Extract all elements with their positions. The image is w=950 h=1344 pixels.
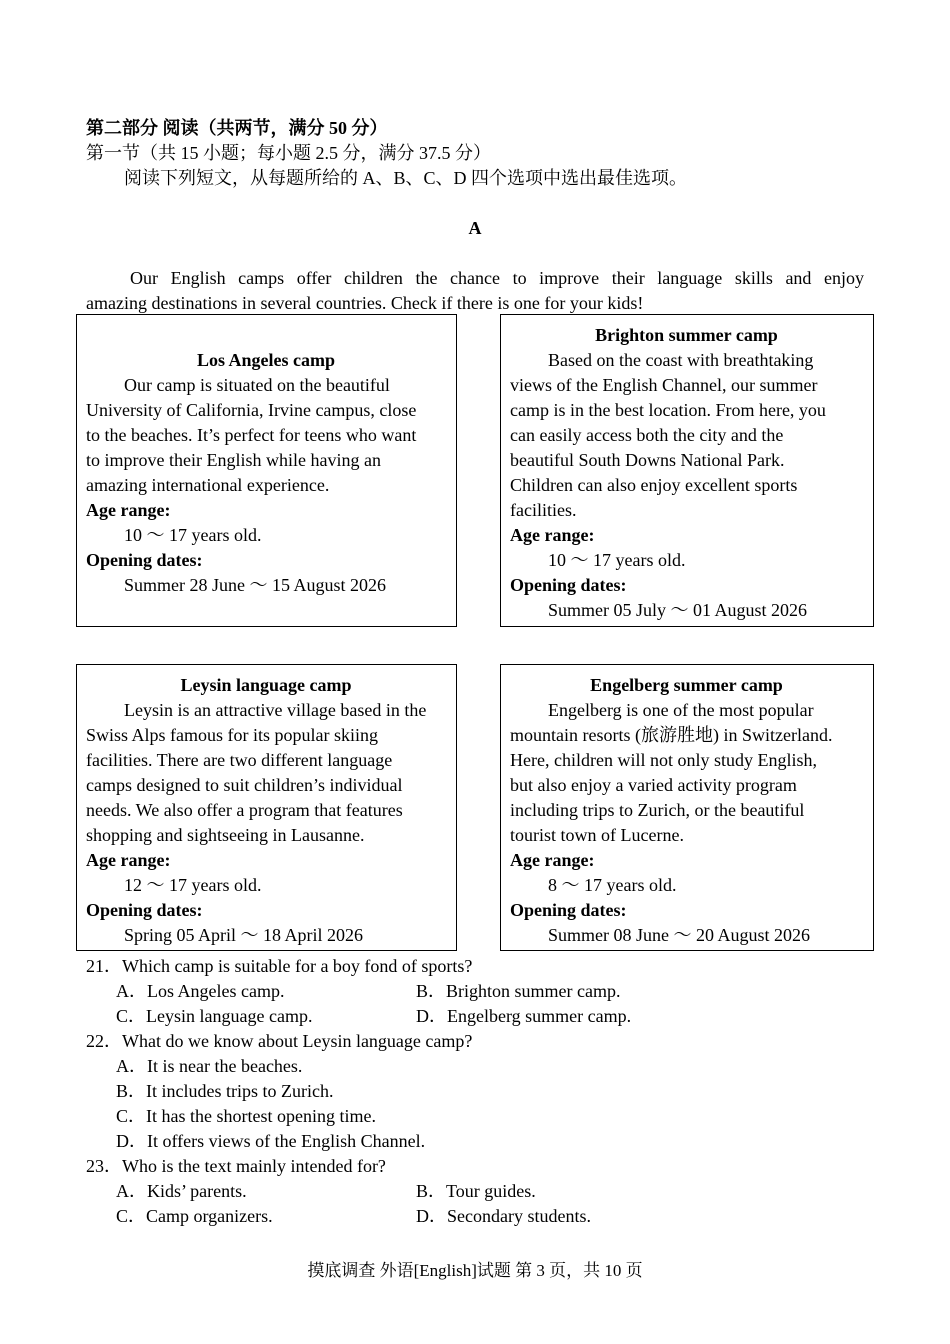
camp-card-engelberg — [500, 664, 874, 951]
camp-description-line: Children can also enjoy excellent sports — [510, 475, 798, 495]
camp-description-line: camps designed to suit children’s individual — [86, 775, 403, 795]
camp-description-line: University of California, Irvine campus, close — [86, 400, 417, 420]
camp-card-brighton — [500, 314, 874, 627]
age-range-label: Age range: — [510, 525, 595, 545]
opening-dates-label: Opening dates: — [510, 575, 627, 595]
camp-description-line: Engelberg is one of the most popular — [548, 700, 814, 720]
camp-description-line: views of the English Channel, our summer — [510, 375, 818, 395]
opening-dates-value: Summer 28 June ～ 15 August 2026 — [124, 575, 387, 595]
camp-description-line: mountain resorts (旅游胜地) in Switzerland. — [510, 725, 833, 745]
question-23-stem: 23．Who is the text mainly intended for? — [86, 1156, 386, 1176]
camp-description-line: facilities. — [510, 500, 577, 520]
camp-description-line: shopping and sightseeing in Lausanne. — [86, 825, 365, 845]
opening-dates-value: Spring 05 April ～ 18 April 2026 — [124, 925, 364, 945]
camp-description-line: including trips to Zurich, or the beautiful — [510, 800, 805, 820]
camp-description-line: but also enjoy a varied activity program — [510, 775, 797, 795]
opening-dates-value: Summer 05 July ～ 01 August 2026 — [548, 600, 808, 620]
camp-title: Leysin language camp — [180, 675, 352, 695]
camp-description-line: Leysin is an attractive village based in the — [124, 700, 427, 720]
passage-intro-line-2: amazing destinations in several countries. Check if there is one for your kids! — [86, 293, 644, 313]
question-23-option-c: C．Camp organizers. — [116, 1206, 273, 1226]
camp-description-line: Swiss Alps famous for its popular skiing — [86, 725, 379, 745]
camp-description-line: Here, children will not only study English, — [510, 750, 817, 770]
camp-title: Los Angeles camp — [196, 350, 335, 370]
camp-description-line: tourist town of Lucerne. — [510, 825, 684, 845]
page-footer: 摸底调查 外语[English]试题 第 3 页，共 10 页 — [307, 1261, 643, 1280]
camp-card-leysin — [76, 664, 457, 951]
question-21-option-a: A．Los Angeles camp. — [116, 981, 285, 1001]
camp-description-line: to the beaches. It’s perfect for teens who want — [86, 425, 417, 445]
question-21-option-c: C．Leysin language camp. — [116, 1006, 313, 1026]
camp-card-los-angeles — [76, 314, 457, 627]
question-23-option-d: D．Secondary students. — [416, 1206, 591, 1226]
section-title: 第一节（共 15 小题；每小题 2.5 分，满分 37.5 分） — [86, 143, 491, 163]
passage-letter: A — [468, 218, 482, 238]
camp-description-line: to improve their English while having an — [86, 450, 381, 470]
opening-dates-label: Opening dates: — [510, 900, 627, 920]
question-21-option-d: D．Engelberg summer camp. — [416, 1006, 632, 1026]
camp-title: Brighton summer camp — [595, 325, 778, 345]
question-22-option-b: B．It includes trips to Zurich. — [116, 1081, 334, 1101]
camp-description-line: needs. We also offer a program that features — [86, 800, 403, 820]
age-range-value: 10 ～ 17 years old. — [124, 525, 262, 545]
question-22-option-d: D．It offers views of the English Channel. — [116, 1131, 426, 1151]
instruction-text: 阅读下列短文，从每题所给的 A、B、C、D 四个选项中选出最佳选项。 — [124, 168, 688, 188]
part-title: 第二部分 阅读（共两节，满分 50 分） — [86, 118, 388, 138]
question-23-option-b: B．Tour guides. — [416, 1181, 536, 1201]
opening-dates-label: Opening dates: — [86, 550, 203, 570]
camp-description-line: amazing international experience. — [86, 475, 330, 495]
age-range-label: Age range: — [510, 850, 595, 870]
age-range-label: Age range: — [86, 850, 171, 870]
camp-description-line: facilities. There are two different language — [86, 750, 393, 770]
question-22-option-c: C．It has the shortest opening time. — [116, 1106, 376, 1126]
question-22-option-a: A．It is near the beaches. — [116, 1056, 303, 1076]
age-range-value: 10 ～ 17 years old. — [548, 550, 686, 570]
camp-description-line: can easily access both the city and the — [510, 425, 784, 445]
camp-description-line: beautiful South Downs National Park. — [510, 450, 785, 470]
camp-description-line: Based on the coast with breathtaking — [548, 350, 814, 370]
opening-dates-label: Opening dates: — [86, 900, 203, 920]
camp-description-line: camp is in the best location. From here, you — [510, 400, 826, 420]
age-range-value: 12 ～ 17 years old. — [124, 875, 262, 895]
question-21-stem: 21．Which camp is suitable for a boy fond of sports? — [86, 956, 473, 976]
age-range-value: 8 ～ 17 years old. — [548, 875, 677, 895]
question-22-stem: 22．What do we know about Leysin language camp? — [86, 1031, 473, 1051]
opening-dates-value: Summer 08 June ～ 20 August 2026 — [548, 925, 811, 945]
question-23-option-a: A．Kids’ parents. — [116, 1181, 247, 1201]
question-21-option-b: B．Brighton summer camp. — [416, 981, 621, 1001]
camp-description-line: Our camp is situated on the beautiful — [124, 375, 390, 395]
age-range-label: Age range: — [86, 500, 171, 520]
passage-intro-line-1: Our English camps offer children the chance to improve their language skills and enjoy — [130, 268, 864, 288]
camp-title: Engelberg summer camp — [590, 675, 783, 695]
